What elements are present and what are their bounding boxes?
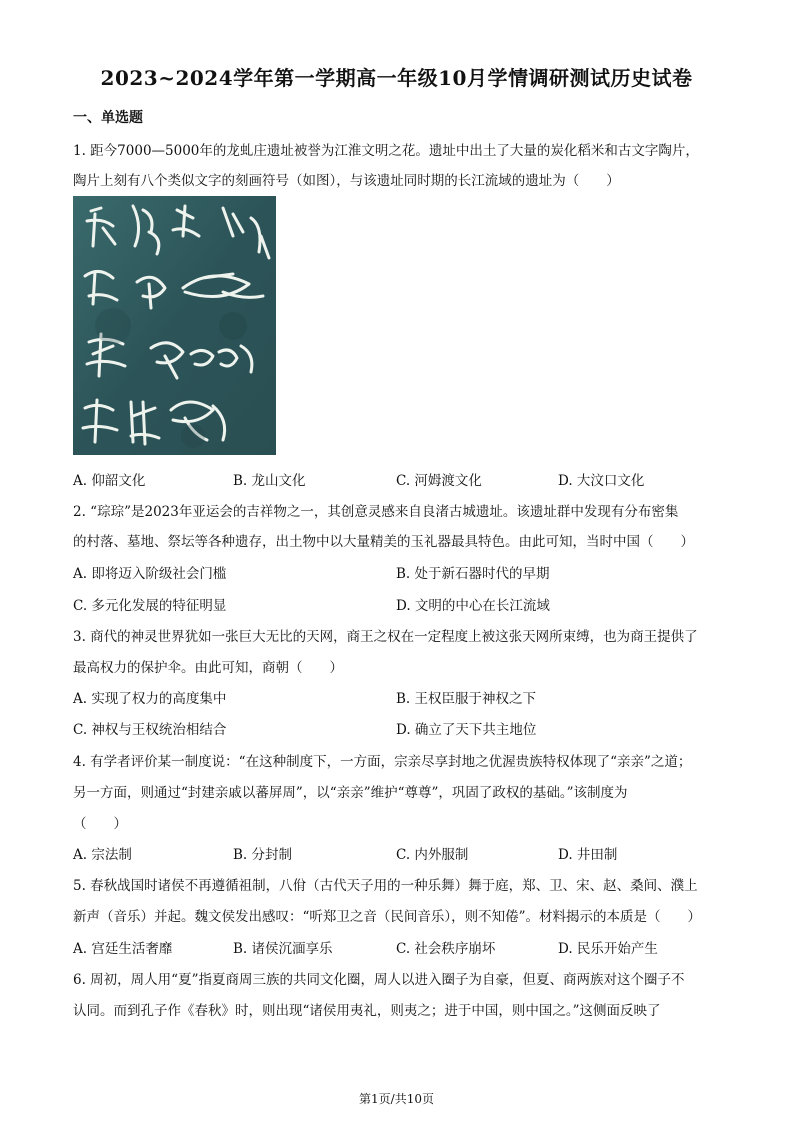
question-6-line-2: 认同。而到孔子作《春秋》时，则出现“诸侯用夷礼，则夷之；进于中国，则中国之。”这侧面反映了	[73, 1003, 661, 1019]
question-2-option-d: D. 文明的中心在长江流域	[396, 598, 550, 614]
question-1-line-2: 陶片上刻有八个类似文字的刻画符号（如图），与该遗址同时期的长江流域的遗址为（ ）	[73, 173, 620, 189]
question-5-option-a: A. 宫廷生活奢靡	[73, 941, 173, 957]
question-1-option-a: A. 仰韶文化	[73, 473, 146, 489]
question-4-option-b: B. 分封制	[233, 847, 293, 863]
exam-title: 2023~2024学年第一学期高一年级10月学情调研测试历史试卷	[100, 66, 693, 90]
question-2-line-1: 2. “琮琮”是2023年亚运会的吉祥物之一，其创意灵感来自良渚古城遗址。该遗址群中发现有分布密集	[73, 504, 679, 520]
question-3-option-d: D. 确立了天下共主地位	[396, 722, 537, 738]
question-4-line-3: （ ）	[73, 816, 127, 832]
question-1-option-d: D. 大汶口文化	[558, 473, 645, 489]
question-2-option-b: B. 处于新石器时代的早期	[396, 566, 550, 582]
question-3-line-2: 最高权力的保护伞。由此可知，商朝（ ）	[73, 660, 343, 676]
question-5-option-d: D. 民乐开始产生	[558, 941, 658, 957]
question-4-option-a: A. 宗法制	[73, 847, 132, 863]
question-5-line-1: 5. 春秋战国时诸侯不再遵循祖制，八佾（古代天子用的一种乐舞）舞于庭，郑、卫、宋、赵、桑间、濮上	[73, 878, 698, 894]
question-5-option-b: B. 诸侯沉湎享乐	[233, 941, 333, 957]
page-footer: 第1页/共10页	[359, 1092, 434, 1106]
pottery-shard-inscription-image	[73, 196, 276, 455]
question-3-option-b: B. 王权臣服于神权之下	[396, 691, 537, 707]
question-1-option-c: C. 河姆渡文化	[396, 473, 482, 489]
question-3-line-1: 3. 商代的神灵世界犹如一张巨大无比的天网，商王之权在一定程度上被这张天网所束缚，也为商王提供了	[73, 629, 698, 645]
question-5-option-c: C. 社会秩序崩坏	[396, 941, 496, 957]
question-3-option-c: C. 神权与王权统治相结合	[73, 722, 227, 738]
question-1-line-1: 1. 距今7000—5000年的龙虬庄遗址被誉为江淮文明之花。遗址中出土了大量的炭化稻米和古文字陶片，	[73, 143, 699, 159]
question-2-line-2: 的村落、墓地、祭坛等各种遗存，出土物中以大量精美的玉礼器最具特色。由此可知，当时中国（ ）	[73, 534, 694, 550]
question-4-option-c: C. 内外服制	[396, 847, 469, 863]
section-heading: 一、单选题	[73, 110, 143, 126]
question-3-option-a: A. 实现了权力的高度集中	[73, 691, 227, 707]
question-1-option-b: B. 龙山文化	[233, 473, 306, 489]
question-4-line-2: 另一方面，则通过“封建亲戚以蕃屏周”，以“亲亲”维护“尊尊”，巩固了政权的基础。”该制度为	[73, 785, 628, 801]
question-5-line-2: 新声（音乐）并起。魏文侯发出感叹：“听郑卫之音（民间音乐），则不知倦”。材料揭示的本质是（ ）	[73, 909, 702, 925]
question-6-line-1: 6. 周初，周人用“夏”指夏商周三族的共同文化圈，周人以进入圈子为自豪，但夏、商两族对这个圈子不	[73, 972, 685, 988]
question-4-line-1: 4. 有学者评价某一制度说：“在这种制度下，一方面，宗亲尽享封地之优渥贵族特权体现了“亲亲”之道；	[73, 754, 692, 770]
question-2-option-a: A. 即将迈入阶级社会门槛	[73, 566, 227, 582]
question-2-option-c: C. 多元化发展的特征明显	[73, 598, 227, 614]
question-4-option-d: D. 井田制	[558, 847, 618, 863]
